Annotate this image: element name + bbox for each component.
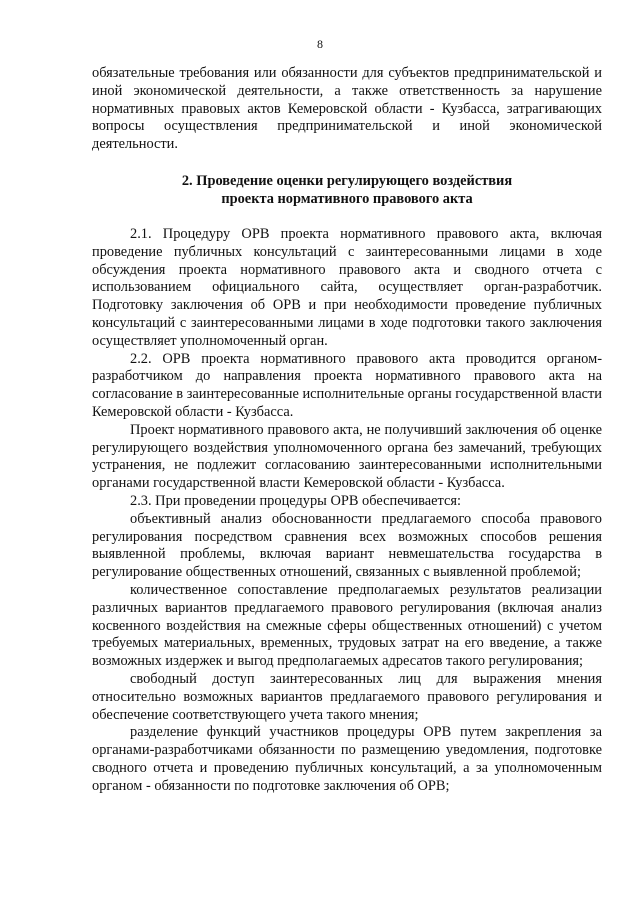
document-body <box>92 65 602 795</box>
list-item-objective-analysis: объективный анализ обоснованности предлагаемого способа правового регулирования посредством сравнения всех возможных способов решения выявленной проблемы, включая вариант невмешательства государства в регулирование общественных отношений, связанных с выявленной проблемой; <box>92 510 602 581</box>
intro-paragraph: обязательные требования или обязанности для субъектов предпринимательской и иной экономической деятельности, а также ответственность за нарушение нормативных правовых актов Кемеровской области - Кузбасса, затрагивающих вопросы осуществления предпринимательской и иной экономической деятельности. <box>92 65 602 153</box>
section-heading-line-2: проекта нормативного правового акта <box>221 190 473 207</box>
list-item-free-access: свободный доступ заинтересованных лиц для выражения мнения относительно возможных вариантов предлагаемого правового регулирования и обеспечение соответствующего учета такого мнения; <box>92 670 602 723</box>
paragraph-2-3: 2.3. При проведении процедуры ОРВ обеспечивается: <box>130 492 462 509</box>
paragraph-2-2: 2.2. ОРВ проекта нормативного правового акта проводится органом-разработчиком до направления проекта нормативного правового акта на согласование в заинтересованные исполнительные органы государственной власти Кемеровской области - Кузбасса. <box>92 350 602 420</box>
page-number: 8 <box>317 37 323 51</box>
list-item-quantitative-comparison: количественное сопоставление предполагаемых результатов реализации различных вариантов предлагаемого правового регулирования (включая анализ косвенного воздействия на смежные сферы общественных отношений) с учетом требуемых материальных, временных, трудовых затрат на его введение, а также возможных издержек и выгод предполагаемых адресатов такого регулирования; <box>92 581 602 670</box>
list-item-separation-of-functions: разделение функций участников процедуры ОРВ путем закрепления за органами-разработчиками обязанности по размещению уведомления, подготовке сводного отчета и проведению публичных консультаций, а за уполномоченным органом - обязанности по подготовке заключения об ОРВ; <box>92 724 602 794</box>
section-heading <box>92 172 602 208</box>
paragraph-2-1: 2.1. Процедуру ОРВ проекта нормативного правового акта, включая проведение публичных консультаций с заинтересованными лицами в ходе обсуждения проекта нормативного правового акта и сводного отчета с использованием официального сайта, осуществляет орган-разработчик. Подготовку заключения об ОРВ и при необходимости проведение публичных консультаций с заинтересованными лицами в ходе подготовки такого заключения осуществляет уполномоченный орган. <box>92 225 602 349</box>
section-heading-line-1: 2. Проведение оценки регулирующего воздействия <box>181 172 513 189</box>
paragraph-2-2-continued: Проект нормативного правового акта, не получивший заключения об оценке регулирующего воздействия уполномоченного органа без замечаний, требующих устранения, не подлежит согласованию заинтересованными исполнительными органами государственной власти Кемеровской области - Кузбасса. <box>92 421 602 492</box>
